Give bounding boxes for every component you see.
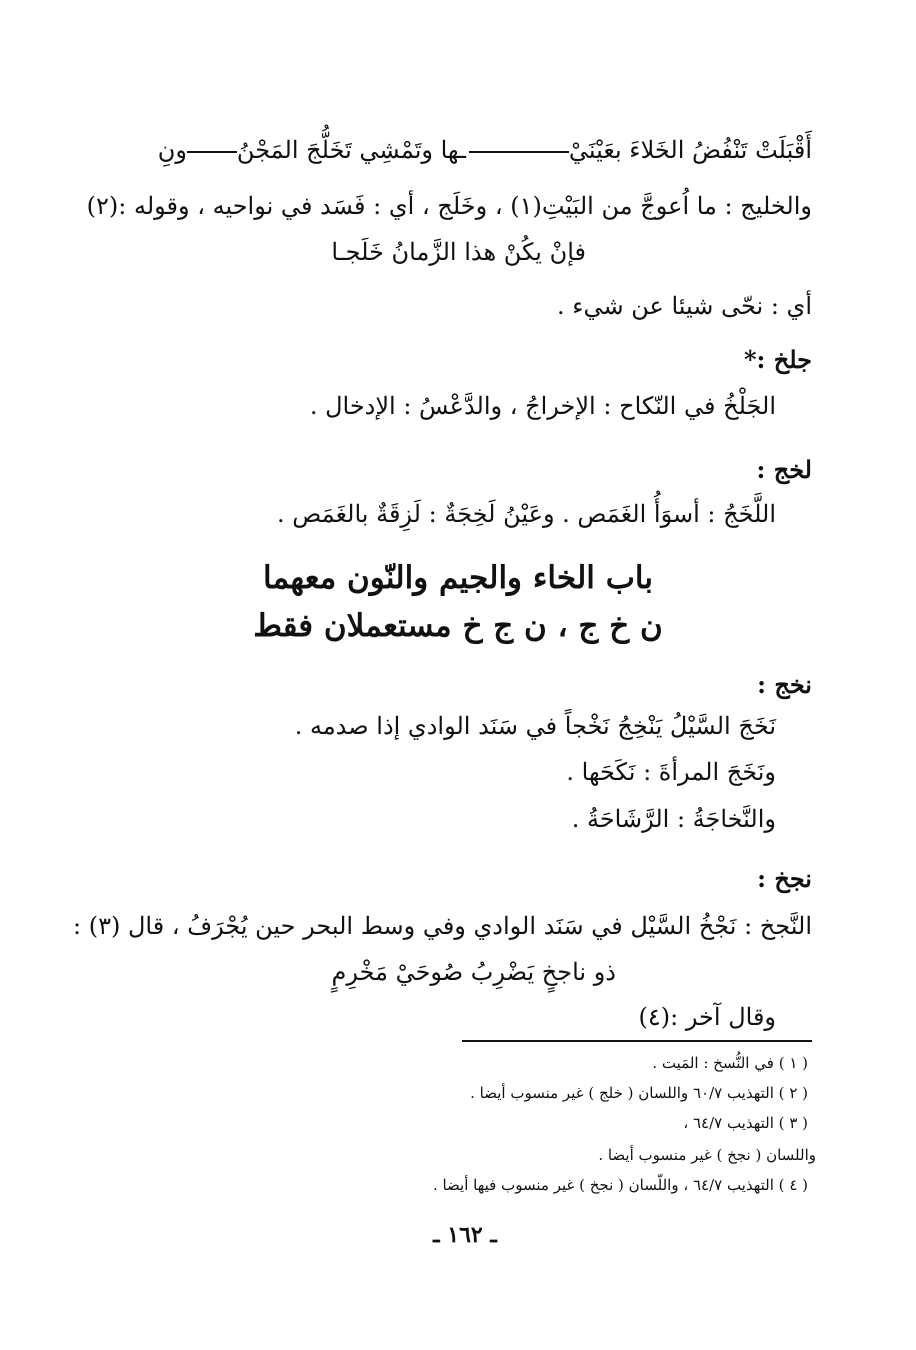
page-number: ـ ١٦٢ ـ — [433, 1222, 497, 1248]
text-line: والخليج : ما اُعوجَّ من البَيْتِ(١) ، وخَلَج ، أي : فَسَد في نواحيه ، وقوله :(٢) — [86, 192, 812, 220]
entry-heading: نخج : — [757, 670, 812, 699]
footnote: ( ٢ ) التهذيب ٦٠/٧ واللسان ( خلج ) غير منسوب أيضا . — [470, 1084, 808, 1102]
verse-middle-text: ـها وتَمْشِي تَخَلُّجَ المَجْنُ — [236, 136, 466, 164]
text-line: أي : نحّى شيئا عن شيء . — [556, 292, 812, 320]
footnote: ( ٤ ) التهذيب ٦٤/٧ ، واللّسان ( نجخ ) غير منسوب فيها أيضا . — [432, 1176, 808, 1194]
entry-text: النَّجخ : نَجْخُ السَّيْل في سَنَد الوادي وفي وسط البحر حين يُجْرَفُ ، قال (٣) : — [73, 912, 812, 940]
verse-rule-2 — [187, 151, 237, 153]
footnote: ( ٣ ) التهذيب ٦٤/٧ ، — [683, 1114, 808, 1132]
entry-text: اللَّخَجُ : أسوَأُ الغَمَص . وعَيْنُ لَخِجَةٌ : لَزِقَةٌ بالغَمَص . — [277, 500, 776, 528]
chapter-title: باب الخاء والجيم والنّون معهما — [263, 560, 653, 596]
footnote: ( ١ ) في النُّسخ : المَيت . — [652, 1054, 808, 1072]
entry-heading: لخج : — [756, 455, 812, 484]
footnote: واللسان ( نجخ ) غير منسوب أيضا . — [598, 1146, 816, 1164]
entry-text: ونَخَجَ المرأةَ : نَكَحَها . — [566, 758, 776, 786]
entry-text: الجَلْخُ في النّكاح : الإخراجُ ، والدَّعْسُ : الإدخال . — [309, 392, 776, 420]
verse-right-text: أَقْبَلَتْ تَنْفُضُ الخَلاءَ بعَيْنَيْ — [568, 136, 812, 164]
entry-heading: نجخ : — [757, 864, 812, 893]
verse-line: ذو ناجخٍ يَضْرِبُ صُوحَيْ مَخْرِمٍ — [331, 958, 616, 986]
entry-text: نَخَجَ السَّيْلُ يَنْخِجُ نَخْجاً في سَنَد الوادي إذا صدمه . — [294, 712, 776, 740]
verse-line: فإنْ يكُنْ هذا الزَّمانُ خَلَجـا — [331, 238, 586, 266]
verse-rule — [469, 151, 569, 153]
entry-text: والنَّخاجَةُ : الرَّشَاحَةُ . — [571, 805, 776, 833]
entry-text: وقال آخر :(٤) — [638, 1003, 776, 1031]
footnote-separator — [462, 1040, 812, 1042]
verse-first-hemistich — [469, 136, 812, 165]
entry-heading: جلخ :* — [743, 345, 812, 374]
verse-second-hemistich — [158, 136, 466, 165]
chapter-subtitle: ن خ ج ، ن ج خ مستعملان فقط — [253, 608, 663, 644]
verse-end-text: ونِ — [157, 136, 187, 164]
